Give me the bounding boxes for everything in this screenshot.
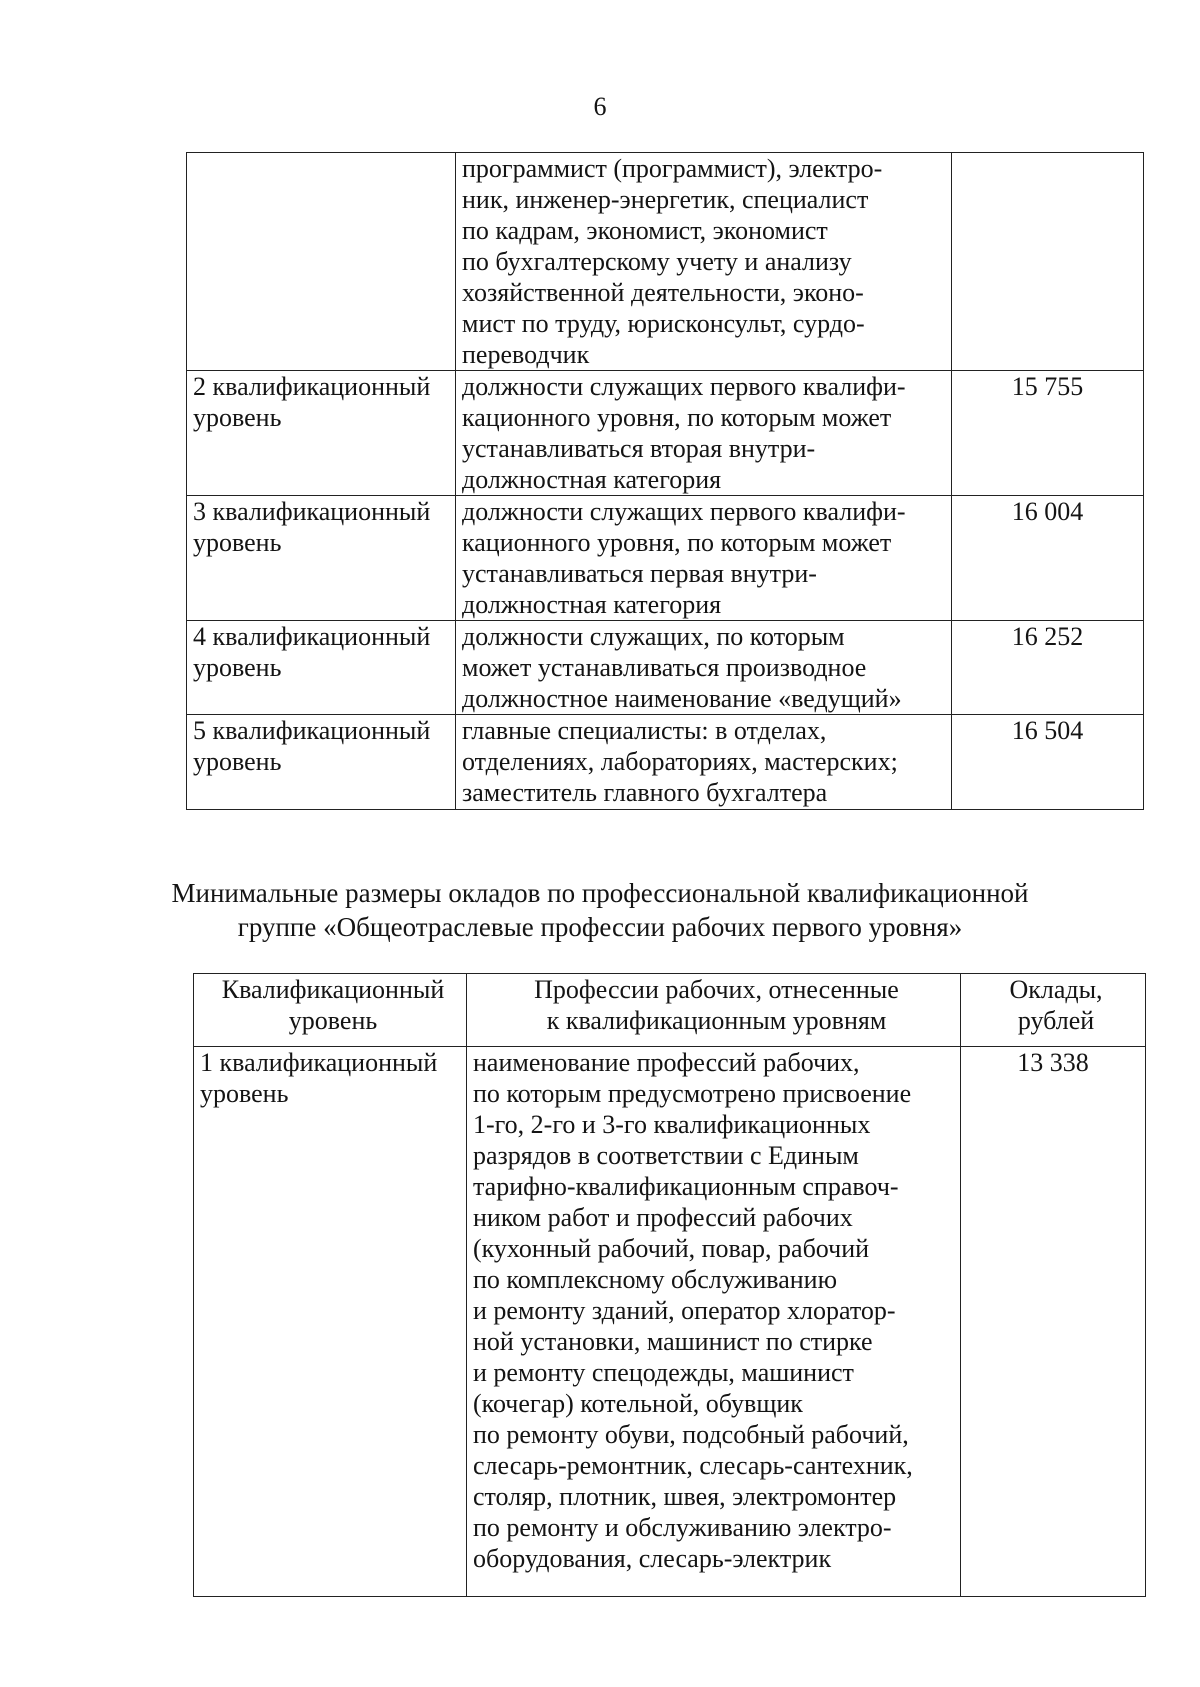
salary-table-workers <box>193 973 1146 1597</box>
level-cell <box>187 371 456 496</box>
level-cell <box>187 621 456 715</box>
header-professions <box>467 974 961 1047</box>
section-title-line: группе «Общеотраслевые профессии рабочих первого уровня» <box>237 912 963 942</box>
level-cell <box>187 153 456 371</box>
salary-cell <box>952 715 1144 810</box>
positions-text: должности служащих, по которым может устанавливаться производное должностное наименование «ведущий» <box>462 622 902 713</box>
header-salary-text: Оклады, рублей <box>1009 975 1103 1035</box>
header-salary <box>961 974 1146 1047</box>
table-row <box>187 715 1144 810</box>
table-header-row <box>194 974 1146 1047</box>
page-number: 6 <box>593 92 607 121</box>
level-text: 2 квалификационный уровень <box>193 372 431 432</box>
positions-text: главные специалисты: в отделах, отделениях, лабораториях, мастерских; заместитель главного бухгалтера <box>462 716 898 807</box>
level-cell <box>187 496 456 621</box>
section-title-line: Минимальные размеры окладов по профессиональной квалификационной <box>171 878 1029 908</box>
salary-cell <box>961 1047 1146 1597</box>
table-row <box>194 1047 1146 1597</box>
salary-cell <box>952 496 1144 621</box>
salary-value: 13 338 <box>1017 1048 1089 1077</box>
professions-text: наименование профессий рабочих, по которым предусмотрено присвоение 1-го, 2-го и 3-го квалификационных разрядов в соответствии с Единым тарифно-квалификационным справоч- ником работ и профессий рабочих (кухонный рабочий, повар, рабочий по комплексному обслуживанию и ремонту зданий, оператор хлоратор- ной установки, машинист по стирке и ремонту спецодежды, машинист (кочегар) котельной, обувщик по ремонту обуви, подсобный рабочий, слесарь-ремонтник, слесарь-сантехник, столяр, плотник, швея, электромонтер по ремонту и обслуживанию электро- оборудования, слесарь-электрик <box>473 1048 913 1573</box>
table-row <box>187 621 1144 715</box>
table-row <box>187 496 1144 621</box>
level-text: 1 квалификационный уровень <box>200 1048 438 1108</box>
salary-value: 16 252 <box>1011 622 1084 651</box>
positions-cell <box>456 371 952 496</box>
header-level-text: Квалификационный уровень <box>221 975 445 1035</box>
level-text: 4 квалификационный уровень <box>193 622 431 682</box>
header-level <box>194 974 467 1047</box>
salary-table-employees <box>186 152 1144 810</box>
level-cell <box>187 715 456 810</box>
positions-cell <box>456 153 952 371</box>
salary-cell <box>952 153 1144 371</box>
level-text: 3 квалификационный уровень <box>193 497 431 557</box>
salary-cell <box>952 621 1144 715</box>
salary-value: 16 504 <box>1011 716 1084 745</box>
level-text: 5 квалификационный уровень <box>193 716 431 776</box>
salary-value: 16 004 <box>1011 497 1084 526</box>
positions-cell <box>456 621 952 715</box>
positions-cell <box>456 715 952 810</box>
header-professions-text: Профессии рабочих, отнесенные к квалификационным уровням <box>534 975 899 1035</box>
table-row <box>187 153 1144 371</box>
salary-cell <box>952 371 1144 496</box>
table-row <box>187 371 1144 496</box>
section-title <box>0 876 1200 944</box>
level-cell <box>194 1047 467 1597</box>
salary-value: 15 755 <box>1011 372 1084 401</box>
positions-text: программист (программист), электро- ник, инженер-энергетик, специалист по кадрам, экономист, экономист по бухгалтерскому учету и анализу хозяйственной деятельности, эконо- мист по труду, юрисконсульт, сурдо- переводчик <box>462 154 883 369</box>
positions-text: должности служащих первого квалифи- кационного уровня, по которым может устанавливаться первая внутри- должностная категория <box>462 497 906 619</box>
positions-cell <box>456 496 952 621</box>
positions-text: должности служащих первого квалифи- кационного уровня, по которым может устанавливаться вторая внутри- должностная категория <box>462 372 906 494</box>
professions-cell <box>467 1047 961 1597</box>
